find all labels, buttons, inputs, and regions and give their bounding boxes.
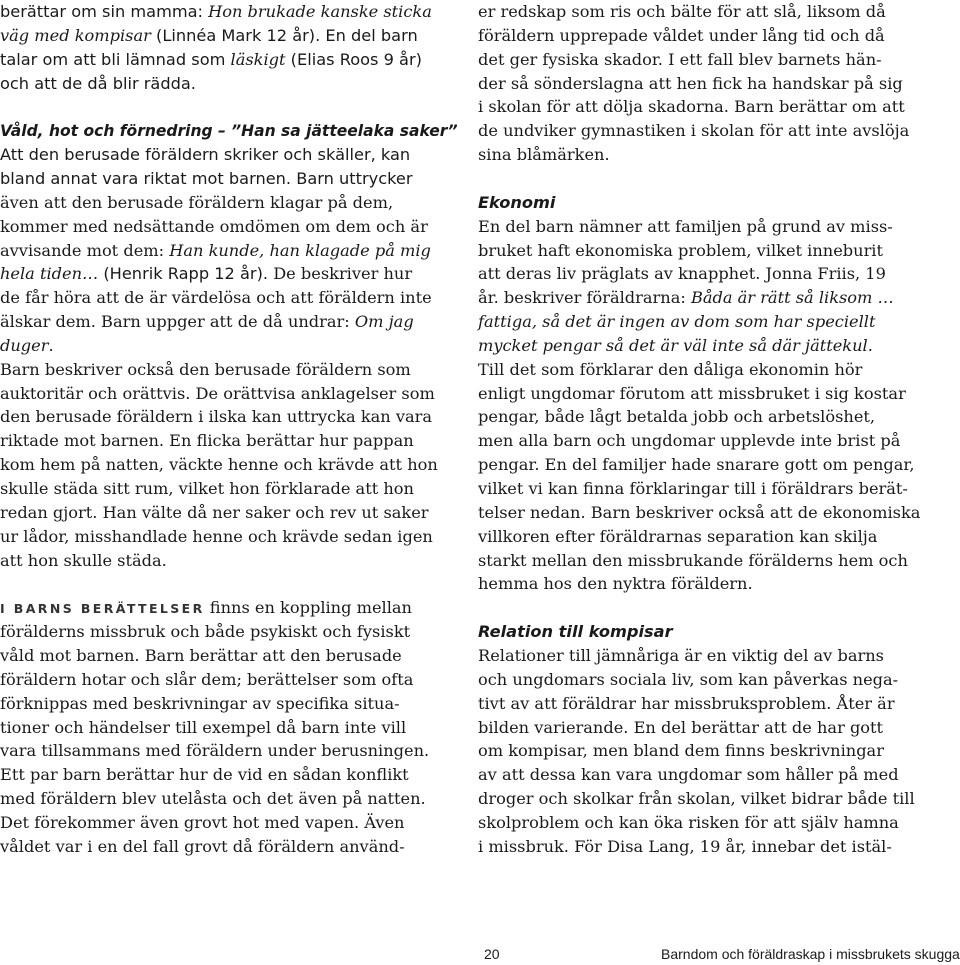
text-line (478, 502, 920, 524)
text-line (478, 478, 908, 500)
text-run: bland annat vara riktat mot barnen. (0, 168, 297, 188)
text-line (478, 812, 899, 834)
text-line (0, 621, 410, 643)
text-run: pengar, både lågt betalda jobb och arbetslöshet, (478, 407, 876, 427)
text-run: sina blåmärken. (478, 145, 610, 165)
text-run: der så sönderslagna att hen fick ha handskar på sig (478, 73, 903, 93)
text-line (0, 192, 393, 214)
text-run: även att den berusade föräldern klagar på dem, (0, 192, 394, 212)
text-line (0, 502, 429, 524)
text-run: enligt ungdomar förutom att missbruket i sig kostar (478, 383, 906, 403)
text-run: droger och skolkar från skolan, vilket bidrar både till (478, 789, 915, 809)
text-run: men alla barn och ungdomar upplevde inte brist på (478, 431, 901, 451)
text-run: läskigt (230, 49, 286, 69)
text-line (478, 740, 884, 762)
text-run: Det förekommer även grovt hot med vapen. Även (0, 812, 405, 832)
small-caps-lead: I BARNS BERÄTTELSER (0, 601, 205, 617)
text-line (478, 406, 875, 428)
text-run: om kompisar, men bland dem finns beskrivningar (478, 741, 884, 761)
text-run: bilden varierande. En del berättar att de har gott (478, 717, 884, 737)
text-run: (Linnéa Mark 12 år). En del barn (150, 25, 418, 45)
text-line (0, 764, 409, 786)
page-number: 20 (484, 946, 500, 962)
text-line (0, 383, 435, 405)
text-run: (Elias Roos 9 år) (285, 49, 422, 69)
text-run: de får höra att de är värdelösa och att föräldern inte (0, 288, 432, 308)
text-run: i skolan för att dölja skadorna. Barn berättar om att (478, 97, 905, 117)
text-line (478, 788, 915, 810)
text-line (0, 168, 413, 190)
text-line (0, 788, 426, 810)
text-line (0, 836, 405, 858)
section-heading: Relation till kompisar (478, 622, 673, 642)
text-run: mycket pengar så det är väl inte så där jättekul. (478, 335, 873, 355)
text-line (478, 120, 909, 142)
text-run: kommer med nedsättande omdömen om dem och är (0, 216, 428, 236)
text-line (478, 573, 753, 595)
text-line (478, 359, 862, 381)
text-run: av att dessa kan vara ungdomar som håller på med (478, 765, 899, 785)
text-run: vara tillsammans med föräldern under berusningen. (0, 741, 430, 761)
text-line (478, 836, 892, 858)
text-line (0, 359, 411, 381)
text-line (478, 263, 886, 285)
text-run: att deras liv präglats av knapphet. Jonna Friis, 19 (478, 264, 886, 284)
text-run: duger (0, 335, 49, 355)
text-line (0, 430, 414, 452)
text-run: Barn uttrycker (296, 168, 413, 188)
text-line (478, 764, 899, 786)
text-run: den berusade föräldern i ilska kan uttrycka kan vara (0, 407, 433, 427)
text-line (0, 263, 412, 285)
text-run: redan gjort. Han välte då ner saker och rev ut saker (0, 502, 429, 522)
text-line (0, 287, 432, 309)
text-run: med föräldern blev utelåsta och det även på natten. (0, 789, 426, 809)
text-line (478, 645, 884, 667)
text-line (478, 73, 903, 95)
text-run: skolproblem och kan öka risken för att själv hamna (478, 812, 899, 832)
text-run: tioner och händelser till exempel då barn inte vill (0, 717, 407, 737)
text-line (0, 526, 433, 548)
text-run: er redskap som ris och bälte för att slå, liksom då (478, 2, 886, 21)
text-run: älskar dem. Barn uppger att de då undrar: (0, 312, 355, 332)
text-run: förälderns missbruk och både psykiskt och fysiskt (0, 622, 411, 642)
text-run: och att de då blir rädda. (0, 73, 196, 93)
section-heading: Våld, hot och förnedring – ”Han sa jätteelaka saker” (0, 121, 458, 141)
text-line (478, 526, 877, 548)
text-run: ur lådor, misshandlade henne och krävde sedan igen (0, 526, 433, 546)
text-run: Till det som förklarar den dåliga ekonomin hör (478, 359, 863, 379)
text-line (478, 693, 895, 715)
text-run: skulle städa sitt rum, vilket hon förklarade att hon (0, 479, 414, 498)
text-line (0, 550, 167, 572)
text-line (478, 717, 883, 739)
text-run: . (48, 335, 54, 355)
text-line (0, 120, 458, 142)
text-line (478, 287, 894, 309)
text-line (478, 311, 875, 333)
text-line (0, 645, 402, 667)
text-line (478, 25, 885, 47)
text-line (0, 478, 414, 500)
text-line (478, 216, 893, 238)
text-run: bruket haft ekonomiska problem, vilket inneburit (478, 240, 883, 260)
text-line (0, 216, 428, 238)
text-run: riktade mot barnen. En flicka berättar hur pappan (0, 431, 414, 451)
text-run: telser nedan. Barn beskriver också att de ekonomiska (478, 502, 921, 522)
text-run: föräldern upprepade våldet under lång tid och då (478, 25, 885, 45)
text-run: våldet var i en del fall grovt då föräldern använd- (0, 836, 405, 856)
text-run: Barn beskriver också den berusade föräldern som (0, 359, 411, 379)
text-run: berättar om sin mamma: (0, 2, 209, 21)
text-run: En del barn nämner att familjen på grund av miss- (478, 216, 893, 236)
text-line (478, 669, 898, 691)
text-run: hela tiden… (0, 264, 99, 284)
text-run: starkt mellan den missbrukande förälderns hem och (478, 550, 908, 570)
text-run: hemma hos den nyktra föräldern. (478, 574, 753, 594)
text-run: kom hem på natten, väckte henne och krävde att hon (0, 455, 438, 475)
text-run: de undviker gymnastiken i skolan för att inte avslöja (478, 121, 910, 141)
text-line (0, 25, 418, 47)
text-run: De beskriver hur (273, 264, 413, 284)
running-title: Barndom och föräldraskap i missbrukets skugga (661, 946, 960, 962)
text-run: år. beskriver föräldrarna: (478, 288, 691, 308)
text-line (0, 717, 406, 739)
text-run: fattiga, så det är ingen av dom som har speciellt (478, 312, 876, 332)
text-line (0, 144, 410, 166)
text-line (478, 621, 673, 643)
text-line (0, 73, 196, 95)
text-line (478, 430, 900, 452)
text-run: att hon skulle städa. (0, 550, 167, 570)
section-heading: Ekonomi (478, 192, 556, 212)
text-run: Hon brukade kanske sticka (208, 2, 432, 21)
text-run: Han kunde, han klagade på mig (169, 240, 431, 260)
text-line (0, 406, 432, 428)
text-line (0, 669, 413, 691)
text-line (478, 454, 915, 476)
text-line (0, 1, 432, 23)
text-run: det ger fysiska skador. I ett fall blev barnets hän- (478, 49, 882, 69)
text-line (478, 1, 886, 23)
text-line (0, 693, 400, 715)
text-line (0, 240, 431, 262)
text-line (0, 454, 438, 476)
text-run: (Henrik Rapp 12 år). (98, 264, 274, 284)
text-run: pengar. En del familjer hade snarare gott om pengar, (478, 455, 915, 475)
text-line (0, 335, 54, 357)
text-run: auktoritär och orättvis. De orättvisa anklagelser som (0, 383, 435, 403)
text-line (478, 383, 906, 405)
text-line (0, 597, 412, 619)
text-run: väg med kompisar (0, 25, 151, 45)
text-run: avvisande mot dem: (0, 240, 170, 260)
text-run: Relationer till jämnåriga är en viktig del av barns (478, 645, 884, 665)
text-line (478, 49, 882, 71)
text-run: finns en koppling mellan (204, 598, 412, 618)
text-line (0, 812, 404, 834)
text-line (0, 740, 429, 762)
text-run: våld mot barnen. Barn berättar att den berusade (0, 645, 402, 665)
text-line (478, 96, 905, 118)
text-run: förknippas med beskrivningar av specifika situa- (0, 693, 400, 713)
text-run: Om jag (354, 312, 414, 332)
text-line (0, 49, 422, 71)
text-run: Båda är rätt så liksom … (690, 288, 894, 308)
text-run: i missbruk. För Disa Lang, 19 år, innebar det istäl- (478, 836, 892, 856)
text-run: Ett par barn berättar hur de vid en sådan konflikt (0, 765, 409, 785)
text-run: tivt av att föräldrar har missbruksproblem. Åter är (478, 693, 895, 713)
text-line (478, 550, 908, 572)
text-run: villkoren efter föräldrarnas separation kan skilja (478, 526, 878, 546)
text-line (478, 192, 555, 214)
text-run: vilket vi kan finna förklaringar till i föräldrars berät- (478, 479, 908, 498)
text-line (478, 335, 873, 357)
text-line (478, 240, 883, 262)
text-run: talar om att bli lämnad som (0, 49, 231, 69)
text-run: föräldern hotar och slår dem; berättelser som ofta (0, 669, 414, 689)
text-run: Att den berusade föräldern skriker och skäller, kan (0, 145, 411, 165)
text-line (0, 311, 414, 333)
text-run: och ungdomars sociala liv, som kan påverkas nega- (478, 669, 899, 689)
text-line (478, 144, 610, 166)
